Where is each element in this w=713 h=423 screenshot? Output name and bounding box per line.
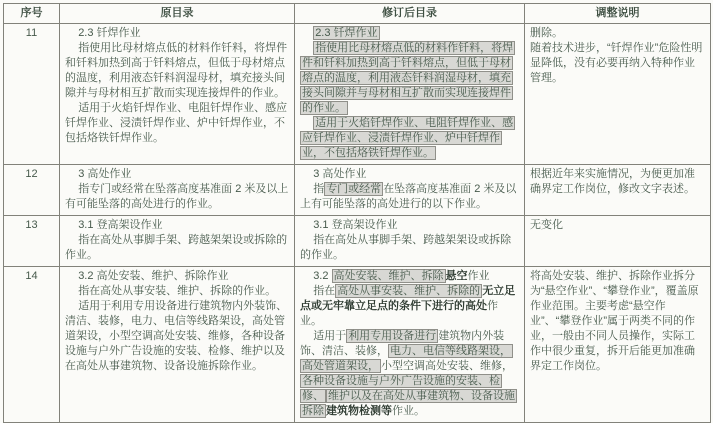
column-header-note: 调整说明 [525,4,711,24]
deleted-text: 利用专用设备进行 [348,330,437,342]
added-text: 建筑物检测等 [326,405,392,417]
paragraph [65,26,289,41]
deleted-text: 专门或经常 [326,183,382,195]
table-row [4,216,711,267]
paragraph [65,182,289,212]
text-run: 根据近年来实施情况，为便更加准确界定工作岗位，修改文字表述。 [530,168,695,195]
paragraph [530,41,705,86]
text-run: 适用于火焰钎焊作业、电阻钎焊作业、感应钎焊作业、浸渍钎焊作业、炉中钎焊作业，不包括烙铁钎焊作业。 [65,102,288,144]
paragraph [530,269,705,374]
header-row [4,4,711,24]
table-body [4,24,711,423]
column-header-number: 序号 [4,4,60,24]
deleted-text: 各种设备设施与户外广告设施的安装、检修、 [302,375,500,402]
deleted-text: 2.3 钎焊作业 [315,27,378,39]
deleted-text: 高处安装、维护、拆除 [333,270,444,282]
paragraph [530,26,705,41]
text-run: 无变化 [530,219,563,231]
text-run: 2.3 钎焊作业 [78,27,141,39]
cell-original-catalog [60,216,295,267]
row-number: 14 [4,267,60,423]
text-run: 将高处安装、维护、拆除作业拆分为“悬空作业”、“攀登作业”，覆盖原作业范围。主要考虑“悬空作业”、“攀登作业”属于两类不同的作业，一般由不同人员操作，实际工作中很少重复，拆开后能更加准确界定工作岗位。 [530,270,699,372]
cell-revised-catalog [295,267,525,423]
table-row [4,267,711,423]
text-run: 删除。 [530,27,563,39]
text-run: 指专门或经常在坠落高度基准面 2 米及以上有可能坠落的高处进行的作业。 [65,183,289,210]
deleted-text: 高处管道架设， [302,360,379,372]
paragraph [65,167,289,182]
text-run: 3.2 高处安装、维护、拆除作业 [78,270,229,282]
paragraph [300,26,519,41]
paragraph [300,116,519,161]
row-number: 11 [4,24,60,165]
text-run: 指使用比母材熔点低的材料作钎料，将焊件和钎料加热到高于钎料熔点，但低于母材熔点的温度，利用液态钎料润湿母材，填充接头间隙并与母材相互扩散而实现连接焊件的作业。 [65,42,288,99]
text-run: 指在高处从事脚手架、跨越架架设或拆除的作业。 [65,234,288,261]
cell-revised-catalog [295,24,525,165]
paragraph [300,218,519,233]
cell-adjustment-note [525,24,711,165]
text-run: 3 高处作业 [313,168,367,180]
text-run: 3.2 [313,270,332,282]
cell-original-catalog [60,267,295,423]
text-run: 小型空调高处安装、维修， [381,360,513,372]
paragraph [65,218,289,233]
text-run: 指在高处从事安装、维护、拆除的作业。 [78,285,277,297]
paragraph [300,233,519,263]
paragraph [530,167,705,197]
text-run: 适用于 [313,330,347,342]
text-run: 在坠落高度基准面 2 米及以上有可能坠落的高处进行的以下作业。 [300,183,517,210]
paragraph [65,41,289,101]
text-run: 适用于利用专用设备进行建筑物内外装饰、清洁、装修，电力、电信等线路架设，高处管道架设，小型空调高处安装、维修，各种设备设施与户外广告设施的安装、检修、维护以及在高处从事建筑物、设备设施拆除作业。 [65,300,288,372]
cell-original-catalog [60,24,295,165]
table-row [4,165,711,216]
cell-revised-catalog [295,165,525,216]
text-run: 3.1 登高架设作业 [313,219,398,231]
paragraph [300,284,519,329]
text-run: 作业 [467,270,490,282]
text-run: 作业。 [392,405,425,417]
text-run: 随着技术进步，“钎焊作业”危险性明显降低，没有必要再纳入特种作业管理。 [530,42,703,84]
cell-adjustment-note [525,165,711,216]
cell-adjustment-note [525,267,711,423]
paragraph [65,284,289,299]
revision-table [3,3,711,423]
cell-original-catalog [60,165,295,216]
text-run: 指在 [313,285,336,297]
text-run: 作业。 [300,300,498,327]
column-header-revised: 修订后目录 [295,4,525,24]
table-header [4,4,711,24]
text-run: 指在高处从事脚手架、跨越架架设或拆除的作业。 [300,234,512,261]
paragraph [530,218,705,233]
paragraph [300,269,519,284]
deleted-text: 高处从事安装、维护、拆除的 [337,285,481,297]
deleted-text: 适用于火焰钎焊作业、电阻钎焊作业、感应钎焊作业、浸渍钎焊作业、炉中钎焊作业，不包括烙铁钎焊作业。 [302,117,514,159]
text-run: 建筑物内外装饰、清洁、装修， [300,330,505,357]
column-header-original: 原目录 [60,4,295,24]
paragraph [300,167,519,182]
text-run: 3.1 登高架设作业 [78,219,163,231]
text-run: 3 高处作业 [78,168,132,180]
row-number: 13 [4,216,60,267]
paragraph [65,101,289,146]
paragraph [300,329,519,419]
row-number: 12 [4,165,60,216]
deleted-text: 维护以及在高处从事建筑物、设备设施拆除 [302,390,515,417]
text-run: 指 [313,183,325,195]
added-text: 无立足点或无牢靠立足点的条件下进行的高处 [300,285,516,312]
deleted-text: 指使用比母材熔点低的材料作钎料，将焊件和钎料加热到高于钎料熔点，但低于母材熔点的温度，利用液态钎料润湿母材，填充接头间隙并与母材相互扩散而实现连接焊件的作业。 [302,42,514,114]
cell-revised-catalog [295,216,525,267]
added-text: 悬空 [445,270,468,282]
cell-adjustment-note [525,216,711,267]
paragraph [300,182,519,212]
deleted-text: 电力、电信等线路架设， [390,345,511,357]
table-row [4,24,711,165]
paragraph [65,233,289,263]
paragraph [65,299,289,374]
paragraph [65,269,289,284]
paragraph [300,41,519,116]
